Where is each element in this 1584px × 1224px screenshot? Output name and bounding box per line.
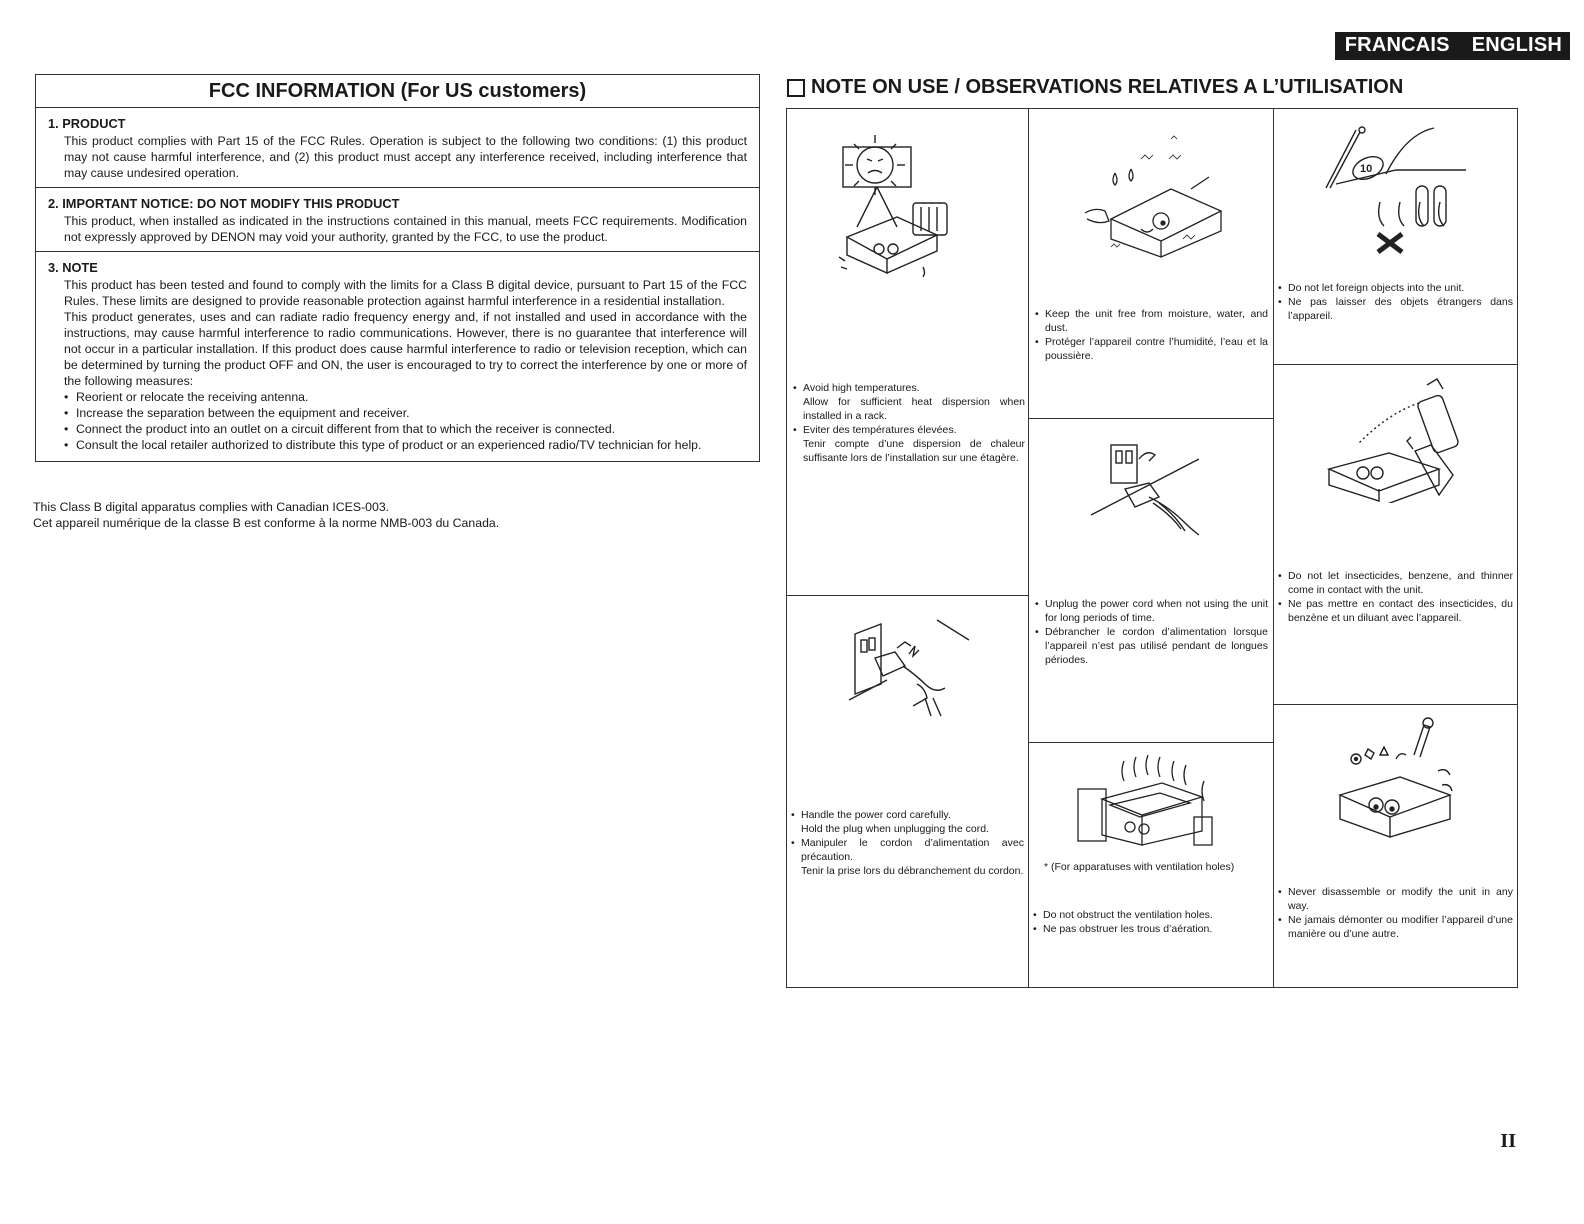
unplug-tips xyxy=(1034,597,1268,667)
fcc-note-heading: 3. NOTE xyxy=(48,260,98,275)
fcc-title: FCC INFORMATION (For US customers) xyxy=(36,75,759,108)
list-item-continuation: Allow for sufficient heat dispersion when installed in a rack. xyxy=(803,396,1025,422)
list-item: • Do not let foreign objects into the unit. xyxy=(1277,281,1513,295)
power-cord-illustration-icon xyxy=(847,614,972,724)
fcc-product-section xyxy=(36,108,759,188)
list-item: • Increase the separation between the equipment and receiver. xyxy=(64,405,747,421)
list-item: • Connect the product into an outlet on a circuit different from that to which the receiver is connected. xyxy=(64,421,747,437)
ventilation-illustration-icon xyxy=(1074,751,1224,851)
list-item: • Consult the local retailer authorized to distribute this type of product or an experienced radio/TV technician for help. xyxy=(64,437,747,453)
foreign-objects-tips xyxy=(1277,281,1513,323)
heat-tips xyxy=(792,381,1025,465)
list-item: • Do not let insecticides, benzene, and thinner come in contact with the unit. xyxy=(1277,569,1513,597)
list-item-continuation: Hold the plug when unplugging the cord. xyxy=(801,823,989,835)
list-item: • Ne pas mettre en contact des insecticides, du benzène et un diluant avec l’appareil. xyxy=(1277,597,1513,625)
fcc-notice-text: This product, when installed as indicated in the instructions contained in this manual, meets FCC requirements. Modification not expressly approved by DENON may void your authority, granted by the FCC, to use the product. xyxy=(64,214,747,244)
fcc-notice-section xyxy=(36,188,759,252)
list-item: • Unplug the power cord when not using the unit for long periods of time. xyxy=(1034,597,1268,625)
canada-compliance xyxy=(33,499,499,531)
moisture-illustration-icon xyxy=(1071,129,1231,259)
list-item: • Never disassemble or modify the unit in any way. xyxy=(1277,885,1513,913)
list-item: • Handle the power cord carefully. xyxy=(790,808,1024,822)
cell-insecticides xyxy=(1274,365,1517,704)
list-item-continuation: Tenir la prise lors du débranchement du cordon. xyxy=(801,865,1024,877)
foreign-objects-illustration-icon xyxy=(1316,124,1476,254)
heat-sun-illustration-icon xyxy=(837,127,952,287)
cell-ventilation xyxy=(1029,743,1273,987)
fcc-product-heading: 1. PRODUCT xyxy=(48,116,126,131)
unplug-illustration-icon xyxy=(1089,429,1214,544)
fcc-note-text-2: This product generates, uses and can radiate radio frequency energy and, if not installed and used in accordance with the instructions, may cause harmful interference to radio communications. However, there is no guarantee that interference will not occur in a particular installation. If this product does cause harmful interference to radio or television reception, which can be determined by turning the product OFF and ON, the user is encouraged to try to correct the interference by one or more of the following measures: xyxy=(64,310,747,388)
page-number: II xyxy=(1500,1130,1516,1152)
list-item: • Débrancher le cordon d’alimentation lorsque l’appareil n’est pas utilisé pendant de longues périodes. xyxy=(1034,625,1268,667)
list-item: • Ne jamais démonter ou modifier l’appareil d’une manière ou d’une autre. xyxy=(1277,913,1513,941)
moisture-tips xyxy=(1034,307,1268,363)
cell-foreign-objects xyxy=(1274,109,1517,364)
disassemble-illustration-icon xyxy=(1334,715,1464,845)
ventilation-star-note: * (For apparatuses with ventilation holes) xyxy=(1044,861,1235,873)
checkbox-square-icon xyxy=(787,79,805,97)
ventilation-tips xyxy=(1032,908,1266,936)
language-tab-francais: FRANCAIS xyxy=(1344,34,1450,56)
fcc-information-box xyxy=(35,74,760,462)
list-item: • Do not obstruct the ventilation holes. xyxy=(1032,908,1266,922)
list-item: • Keep the unit free from moisture, water, and dust. xyxy=(1034,307,1268,335)
list-item: • Manipuler le cordon d’alimentation avec précaution. xyxy=(790,836,1024,864)
cord-tips xyxy=(790,808,1024,878)
list-item: • Eviter des températures élevées. xyxy=(792,423,1025,437)
language-tab-english: ENGLISH xyxy=(1471,34,1562,56)
fcc-notice-heading: 2. IMPORTANT NOTICE: DO NOT MODIFY THIS PRODUCT xyxy=(48,196,400,211)
cell-heat xyxy=(787,109,1028,595)
fcc-measures-list xyxy=(48,389,747,453)
cell-disassemble xyxy=(1274,705,1517,987)
canada-line-en: This Class B digital apparatus complies with Canadian ICES-003. xyxy=(33,500,390,514)
list-item: • Ne pas laisser des objets étrangers dans l’appareil. xyxy=(1277,295,1513,323)
fcc-note-section xyxy=(36,252,759,461)
list-item-continuation: Tenir compte d’une dispersion de chaleur suffisante lors de l’installation sur une étagère. xyxy=(803,438,1025,464)
note-on-use-grid xyxy=(786,108,1518,988)
note-on-use-title-text: NOTE ON USE / OBSERVATIONS RELATIVES A L’UTILISATION xyxy=(811,76,1404,98)
canada-line-fr: Cet appareil numérique de la classe B est conforme à la norme NMB-003 du Canada. xyxy=(33,516,500,530)
list-item: • Ne pas obstruer les trous d’aération. xyxy=(1032,922,1266,936)
list-item: • Reorient or relocate the receiving antenna. xyxy=(64,389,747,405)
fcc-note-text-1: This product has been tested and found to comply with the limits for a Class B digital device, pursuant to Part 15 of the FCC Rules. These limits are designed to provide reasonable protection against harmful interference in a residential installation. xyxy=(64,278,747,308)
list-item: • Protéger l’appareil contre l’humidité, l’eau et la poussière. xyxy=(1034,335,1268,363)
fcc-product-text: This product complies with Part 15 of the FCC Rules. Operation is subject to the following two conditions: (1) this product may not cause harmful interference, and (2) this product must accept any interference received, including interference that may cause undesired operation. xyxy=(64,134,747,180)
disassemble-tips xyxy=(1277,885,1513,941)
cell-cord xyxy=(787,596,1028,987)
note-on-use-title xyxy=(787,76,1403,99)
cell-moisture xyxy=(1029,109,1273,418)
list-item: • Avoid high temperatures. xyxy=(792,381,1025,395)
language-tab xyxy=(1335,32,1570,60)
coin-label: 10 xyxy=(1360,163,1373,175)
insecticides-tips xyxy=(1277,569,1513,625)
insecticide-spray-illustration-icon xyxy=(1319,373,1479,503)
cell-unplug xyxy=(1029,419,1273,742)
